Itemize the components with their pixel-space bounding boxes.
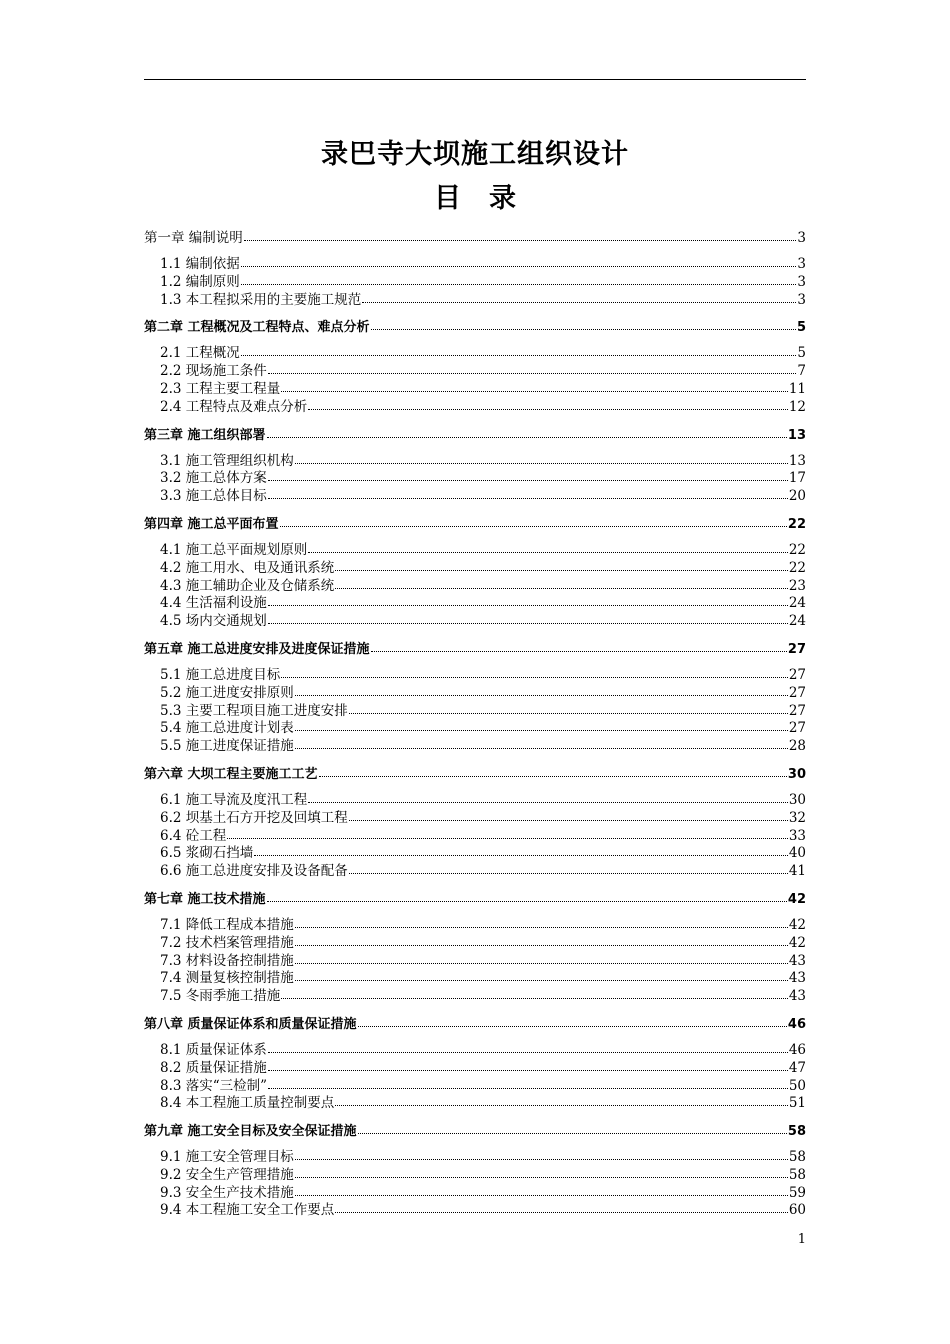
toc-chapter-entry-page: 3 — [797, 230, 806, 246]
toc-section-entry[interactable] — [144, 845, 806, 863]
toc-section-entry-page: 13 — [788, 452, 806, 469]
toc-chapter-entry[interactable] — [144, 1122, 806, 1141]
toc-section-entry-label: 4.2 施工用水、电及通讯系统 — [160, 559, 335, 576]
toc-section-entry[interactable] — [144, 453, 806, 471]
dot-leader — [268, 372, 797, 374]
toc-chapter-entry-label: 第六章 大坝工程主要施工工艺 — [144, 766, 318, 782]
toc-section-entry[interactable] — [144, 917, 806, 935]
toc-section-entry[interactable] — [144, 828, 806, 846]
dot-leader — [268, 622, 788, 624]
toc-section-entry-page: 22 — [788, 541, 806, 558]
toc-section-entry-page: 22 — [788, 559, 806, 576]
toc-chapter — [144, 1122, 806, 1220]
toc-section-entry-label: 8.4 本工程施工质量控制要点 — [160, 1095, 335, 1112]
toc-section-entry-page: 41 — [788, 863, 806, 880]
toc-section-entry-page: 27 — [788, 666, 806, 683]
toc-section-entry-page: 43 — [788, 952, 806, 969]
dot-leader — [295, 462, 788, 464]
toc-chapter-entry[interactable] — [144, 318, 806, 337]
dot-leader — [295, 962, 788, 964]
toc-section-entry-label: 7.2 技术档案管理措施 — [160, 934, 294, 951]
toc-section-entry[interactable] — [144, 345, 806, 363]
toc-section-entry-page: 3 — [797, 273, 806, 290]
toc-chapter-entry-label: 第九章 施工安全目标及安全保证措施 — [144, 1124, 357, 1140]
dot-leader — [281, 676, 788, 678]
toc-chapter-entry[interactable] — [144, 640, 806, 659]
dot-leader — [349, 819, 788, 821]
toc-chapter-entry-page: 46 — [787, 1016, 806, 1032]
toc-section-entry-page: 42 — [788, 916, 806, 933]
toc-section-entry[interactable] — [144, 1167, 806, 1185]
toc-section-entry-page: 30 — [788, 791, 806, 808]
toc-chapter-entry[interactable] — [144, 890, 806, 909]
toc-section-entry-page: 12 — [788, 398, 806, 415]
toc-section-entry-page: 20 — [788, 488, 806, 505]
toc-section-entry-label: 4.5 场内交通规划 — [160, 613, 267, 630]
toc-section-entry[interactable] — [144, 935, 806, 953]
toc-chapter-entry-label: 第四章 施工总平面布置 — [144, 516, 279, 532]
toc-section-entry[interactable] — [144, 1078, 806, 1096]
dot-leader — [335, 1211, 788, 1213]
toc-chapter-entry-label: 第七章 施工技术措施 — [144, 891, 266, 907]
dot-leader — [254, 854, 788, 856]
toc-chapter — [144, 229, 806, 309]
dot-leader — [335, 569, 788, 571]
toc-chapter-entry-label: 第八章 质量保证体系和质量保证措施 — [144, 1016, 357, 1032]
toc-chapter — [144, 318, 806, 416]
dot-leader — [268, 1087, 788, 1089]
toc-section-entry[interactable] — [144, 578, 806, 596]
toc-chapter-entry-page: 22 — [787, 516, 806, 532]
toc-section-entry[interactable] — [144, 667, 806, 685]
dot-leader — [267, 900, 787, 902]
toc-chapter — [144, 890, 806, 1006]
toc-section-entry-label: 3.3 施工总体目标 — [160, 488, 267, 505]
dot-leader — [295, 979, 788, 981]
dot-leader — [268, 497, 788, 499]
toc-chapter-entry-page: 5 — [796, 320, 806, 336]
toc-section-entry[interactable] — [144, 560, 806, 578]
toc-section-entry[interactable] — [144, 488, 806, 506]
dot-leader — [244, 239, 797, 241]
toc-section-entry-page: 40 — [788, 845, 806, 862]
toc-section-entry-label: 2.3 工程主要工程量 — [160, 380, 281, 397]
dot-leader — [358, 1132, 787, 1134]
dot-leader — [267, 436, 787, 438]
dot-leader — [371, 650, 787, 652]
toc-section-entry-label: 6.6 施工总进度安排及设备配备 — [160, 863, 348, 880]
toc-section-entry-label: 1.1 编制依据 — [160, 256, 240, 272]
toc-section-entry[interactable] — [144, 363, 806, 381]
dot-leader — [295, 1176, 788, 1178]
toc-section-entry[interactable] — [144, 292, 806, 310]
toc-section-entry-label: 3.2 施工总体方案 — [160, 470, 267, 487]
toc-section-entry-label: 2.2 现场施工条件 — [160, 363, 267, 380]
toc-section-entry[interactable] — [144, 381, 806, 399]
toc-section-entry[interactable] — [144, 256, 806, 274]
dot-leader — [308, 408, 788, 410]
toc-section-entry-label: 7.5 冬雨季施工措施 — [160, 988, 281, 1005]
toc-section-entry[interactable] — [144, 792, 806, 810]
toc-section-entry-page: 17 — [788, 470, 806, 487]
dot-leader — [349, 872, 788, 874]
toc-section-entry-page: 46 — [788, 1041, 806, 1058]
toc-section-entry[interactable] — [144, 595, 806, 613]
page-number: 1 — [797, 1232, 806, 1247]
toc-section-entry[interactable] — [144, 988, 806, 1006]
toc-section-entry-page: 3 — [797, 291, 806, 308]
toc-section-entry-label: 2.4 工程特点及难点分析 — [160, 398, 308, 415]
toc-section-entry-page: 58 — [788, 1166, 806, 1183]
toc-chapter — [144, 765, 806, 881]
toc-section-entry-page: 23 — [788, 577, 806, 594]
toc-section-entry-label: 5.4 施工总进度计划表 — [160, 720, 294, 737]
toc-chapter — [144, 426, 806, 506]
toc-section-entry-label: 1.2 编制原则 — [160, 273, 240, 290]
toc-section-entry-page: 51 — [788, 1095, 806, 1112]
toc-section-entry[interactable] — [144, 810, 806, 828]
toc-section-entry-page: 27 — [788, 684, 806, 701]
toc-section-entry-label: 9.4 本工程施工安全工作要点 — [160, 1202, 335, 1219]
dot-leader — [268, 604, 788, 606]
toc-section-entry-label: 9.2 安全生产管理措施 — [160, 1166, 294, 1183]
toc-chapter-entry-label: 第二章 工程概况及工程特点、难点分析 — [144, 320, 370, 336]
toc-chapter — [144, 1015, 806, 1113]
toc-section-entry-label: 4.4 生活福利设施 — [160, 595, 267, 612]
toc-section-entry-label: 6.1 施工导流及度汛工程 — [160, 791, 308, 808]
toc-chapter — [144, 515, 806, 631]
toc-section-entry-label: 6.5 浆砌石挡墙 — [160, 845, 254, 862]
toc-section-entry[interactable] — [144, 1202, 806, 1220]
dot-leader — [358, 1025, 787, 1027]
dot-leader — [308, 801, 788, 803]
dot-leader — [268, 1069, 788, 1071]
dot-leader — [335, 1104, 788, 1106]
toc-section-entry-page: 50 — [788, 1077, 806, 1094]
toc-section-entry-page: 7 — [797, 363, 806, 380]
dot-leader — [295, 694, 788, 696]
toc-section-entry-label: 5.5 施工进度保证措施 — [160, 738, 294, 755]
toc-section-entry-page: 58 — [788, 1149, 806, 1166]
toc-section-entry-label: 8.3 落实“三检制” — [160, 1077, 268, 1094]
toc-section-entry[interactable] — [144, 470, 806, 488]
toc-section-entry-page: 60 — [788, 1202, 806, 1219]
toc-section-entry-label: 4.1 施工总平面规划原则 — [160, 541, 308, 558]
toc-section-entry[interactable] — [144, 703, 806, 721]
toc-section-entry[interactable] — [144, 863, 806, 881]
dot-leader — [371, 328, 796, 330]
toc-section-entry-label: 7.3 材料设备控制措施 — [160, 952, 294, 969]
toc-section-entry[interactable] — [144, 399, 806, 417]
dot-leader — [295, 1158, 788, 1160]
toc-section-entry-page: 42 — [788, 934, 806, 951]
toc-section-entry-page: 24 — [788, 595, 806, 612]
dot-leader — [281, 390, 788, 392]
toc-section-entry[interactable] — [144, 542, 806, 560]
toc-section-entry[interactable] — [144, 970, 806, 988]
toc-chapter-entry-page: 13 — [787, 427, 806, 443]
dot-leader — [295, 926, 788, 928]
toc-section-entry-page: 27 — [788, 720, 806, 737]
toc-section-entry-page: 47 — [788, 1059, 806, 1076]
dot-leader — [268, 1051, 788, 1053]
dot-leader — [268, 479, 788, 481]
dot-leader — [281, 997, 788, 999]
toc-section-entry-label: 5.1 施工总进度目标 — [160, 666, 281, 683]
dot-leader — [295, 729, 788, 731]
toc-section-entry[interactable] — [144, 1149, 806, 1167]
dot-leader — [362, 301, 796, 303]
toc-section-entry-label: 9.3 安全生产技术措施 — [160, 1184, 294, 1201]
toc-section-entry-page: 3 — [797, 256, 806, 272]
toc-chapter-entry[interactable] — [144, 426, 806, 445]
toc-chapter-entry-label: 第一章 编制说明 — [144, 230, 243, 246]
toc-section-entry-label: 9.1 施工安全管理目标 — [160, 1149, 294, 1166]
toc-chapter-entry-label: 第五章 施工总进度安排及进度保证措施 — [144, 641, 370, 657]
toc-chapter-entry[interactable] — [144, 765, 806, 784]
dot-leader — [241, 265, 797, 267]
toc-section-entry-label: 7.1 降低工程成本措施 — [160, 916, 294, 933]
toc-section-entry[interactable] — [144, 720, 806, 738]
toc-section-entry-label: 6.2 坝基土石方开挖及回填工程 — [160, 809, 348, 826]
toc-chapter-entry[interactable] — [144, 229, 806, 248]
dot-leader — [241, 283, 797, 285]
toc-section-entry-page: 28 — [788, 738, 806, 755]
toc-section-entry-page: 33 — [788, 827, 806, 844]
toc-section-entry-page: 32 — [788, 809, 806, 826]
toc-chapter-entry-page: 30 — [787, 766, 806, 782]
toc-section-entry-label: 3.1 施工管理组织机构 — [160, 452, 294, 469]
toc-section-entry-label: 4.3 施工辅助企业及仓储系统 — [160, 577, 335, 594]
table-of-contents — [144, 229, 806, 1229]
dot-leader — [295, 944, 788, 946]
toc-section-entry-page: 27 — [788, 702, 806, 719]
toc-section-entry[interactable] — [144, 1095, 806, 1113]
toc-section-entry-label: 5.2 施工进度安排原则 — [160, 684, 294, 701]
toc-section-entry-label: 7.4 测量复核控制措施 — [160, 970, 294, 987]
dot-leader — [241, 354, 797, 356]
toc-chapter-entry-page: 58 — [787, 1124, 806, 1140]
toc-section-entry[interactable] — [144, 953, 806, 971]
toc-section-entry[interactable] — [144, 274, 806, 292]
toc-chapter-entry[interactable] — [144, 515, 806, 534]
document-title: 录巴寺大坝施工组织设计 — [321, 139, 629, 170]
toc-section-entry[interactable] — [144, 613, 806, 631]
dot-leader — [335, 587, 788, 589]
toc-chapter-entry[interactable] — [144, 1015, 806, 1034]
header-rule — [144, 79, 806, 80]
toc-section-entry-page: 43 — [788, 988, 806, 1005]
toc-chapter-entry-page: 27 — [787, 641, 806, 657]
dot-leader — [295, 747, 788, 749]
dot-leader — [227, 837, 788, 839]
dot-leader — [280, 525, 787, 527]
toc-section-entry-page: 43 — [788, 970, 806, 987]
toc-chapter-entry-label: 第三章 施工组织部署 — [144, 427, 266, 443]
dot-leader — [349, 712, 788, 714]
toc-section-entry[interactable] — [144, 685, 806, 703]
toc-section-entry-label: 2.1 工程概况 — [160, 345, 240, 362]
toc-chapter — [144, 640, 806, 756]
dot-leader — [295, 1194, 788, 1196]
toc-section-entry[interactable] — [144, 1042, 806, 1060]
toc-section-entry[interactable] — [144, 738, 806, 756]
toc-chapter-entry-page: 42 — [787, 891, 806, 907]
toc-section-entry-page: 24 — [788, 613, 806, 630]
toc-section-entry-label: 8.2 质量保证措施 — [160, 1059, 267, 1076]
toc-section-entry-label: 8.1 质量保证体系 — [160, 1041, 267, 1058]
toc-section-entry-label: 5.3 主要工程项目施工进度安排 — [160, 702, 348, 719]
dot-leader — [308, 551, 788, 553]
toc-section-entry[interactable] — [144, 1185, 806, 1203]
toc-section-entry-label: 1.3 本工程拟采用的主要施工规范 — [160, 291, 362, 308]
dot-leader — [319, 775, 787, 777]
toc-section-entry-page: 5 — [797, 345, 806, 362]
toc-heading: 目录 — [434, 183, 544, 214]
toc-section-entry-page: 59 — [788, 1184, 806, 1201]
toc-section-entry-page: 11 — [788, 380, 806, 397]
toc-section-entry[interactable] — [144, 1060, 806, 1078]
toc-section-entry-label: 6.4 砼工程 — [160, 827, 227, 844]
